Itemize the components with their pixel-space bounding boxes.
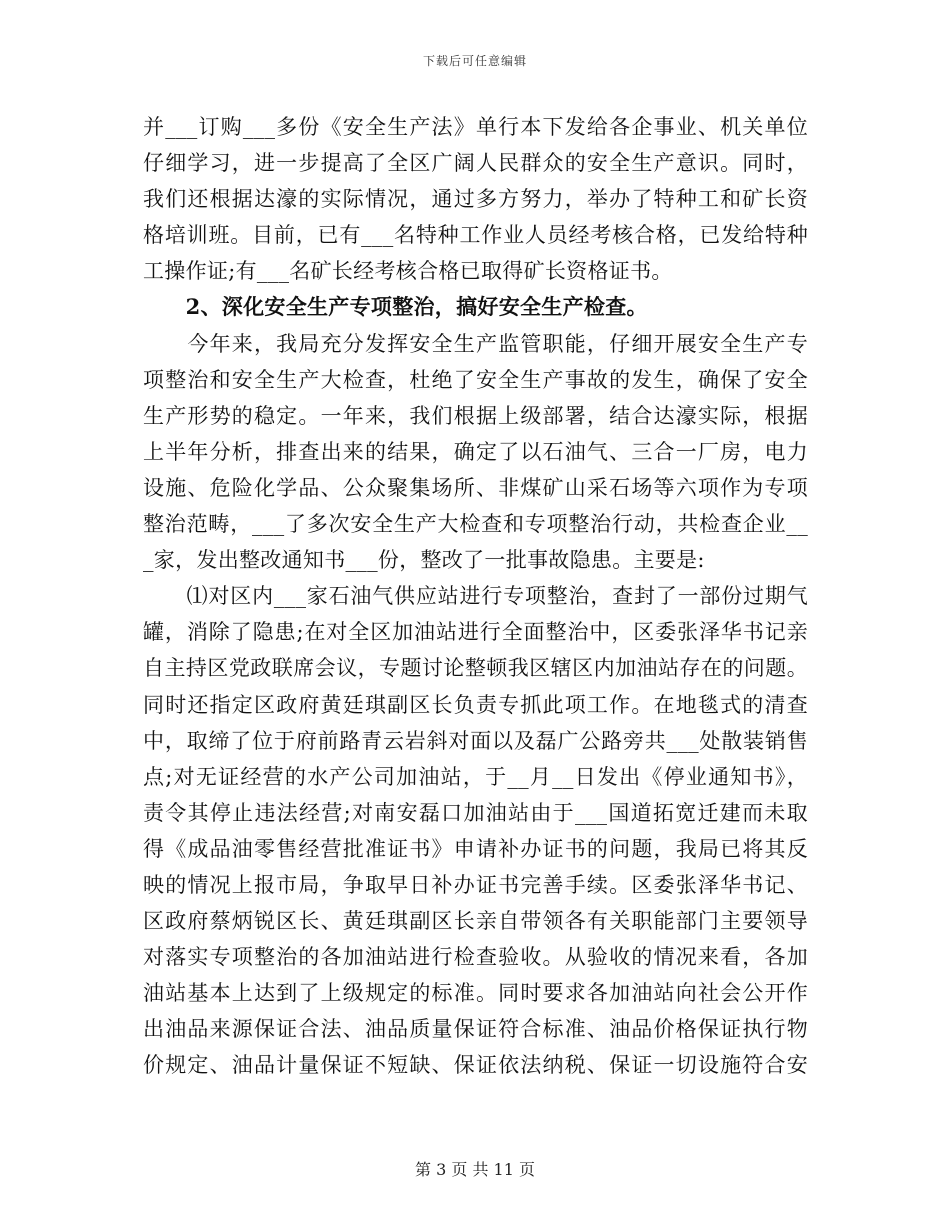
text-line: 责令其停止违法经营;对南安磊口加油站由于___国道拓宽迁建而未取 (143, 800, 808, 825)
document-body (143, 109, 808, 1084)
text-line: 今年来，我局充分发挥安全生产监管职能，仔细开展安全生产专 (143, 331, 808, 356)
text-line: _家，发出整改通知书___份，整改了一批事故隐患。主要是: (143, 548, 705, 573)
text-line: 设施、危险化学品、公众聚集场所、非煤矿山采石场等六项作为专项 (143, 475, 808, 500)
text-line: 项整治和安全生产大检查，杜绝了安全生产事故的发生，确保了安全 (143, 367, 808, 392)
text-line: 点;对无证经营的水产公司加油站，于__月__日发出《停业通知书》， (143, 764, 808, 789)
text-line: 整治范畴，___了多次安全生产大检查和专项整治行动，共检查企业__ (143, 512, 808, 537)
text-line: 我们还根据达濠的实际情况，通过多方努力，举办了特种工和矿长资 (143, 187, 808, 212)
text-line: 中，取缔了位于府前路青云岩斜对面以及磊广公路旁共___处散装销售 (143, 728, 808, 753)
text-line: 出油品来源保证合法、油品质量保证符合标准、油品价格保证执行物 (143, 1017, 808, 1042)
page-number: 第 3 页 共 11 页 (415, 1160, 535, 1179)
text-line: 罐，消除了隐患;在对全区加油站进行全面整治中，区委张泽华书记亲 (143, 620, 808, 645)
text-line: 并___订购___多份《安全生产法》单行本下发给各企事业、机关单位 (143, 115, 808, 139)
text-line: 工操作证;有___名矿长经考核合格已取得矿长资格证书。 (143, 259, 673, 284)
text-line: 仔细学习，进一步提高了全区广阔人民群众的安全生产意识。同时， (143, 151, 808, 176)
text-line: 生产形势的稳定。一年来，我们根据上级部署，结合达濠实际，根据 (143, 403, 808, 428)
text-line: 自主持区党政联席会议，专题讨论整顿我区辖区内加油站存在的问题。 (143, 656, 808, 681)
text-line: 得《成品油零售经营批准证书》申请补办证书的问题，我局已将其反 (143, 836, 808, 861)
text-line: 同时还指定区政府黄廷琪副区长负责专抓此项工作。在地毯式的清查 (143, 692, 808, 717)
text-line: 2、深化安全生产专项整治，搞好安全生产检查。 (143, 294, 648, 320)
page-header-note: 下载后可任意编辑 (422, 54, 527, 68)
text-line: 映的情况上报市局，争取早日补办证书完善手续。区委张泽华书记、 (143, 872, 808, 897)
text-line: 油站基本上达到了上级规定的标准。同时要求各加油站向社会公开作 (143, 981, 808, 1006)
text-line: 对落实专项整治的各加油站进行检查验收。从验收的情况来看，各加 (143, 945, 808, 970)
text-line: 上半年分析，排查出来的结果，确定了以石油气、三合一厂房，电力 (143, 439, 808, 464)
text-line: 格培训班。目前，已有___名特种工作业人员经考核合格，已发给特种 (143, 223, 808, 248)
text-line: 价规定、油品计量保证不短缺、保证依法纳税、保证一切设施符合安 (143, 1053, 808, 1078)
text-line: 区政府蔡炳锐区长、黄廷琪副区长亲自带领各有关职能部门主要领导 (143, 909, 808, 934)
text-line: ⑴对区内___家石油气供应站进行专项整治，查封了一部份过期气 (143, 584, 808, 609)
